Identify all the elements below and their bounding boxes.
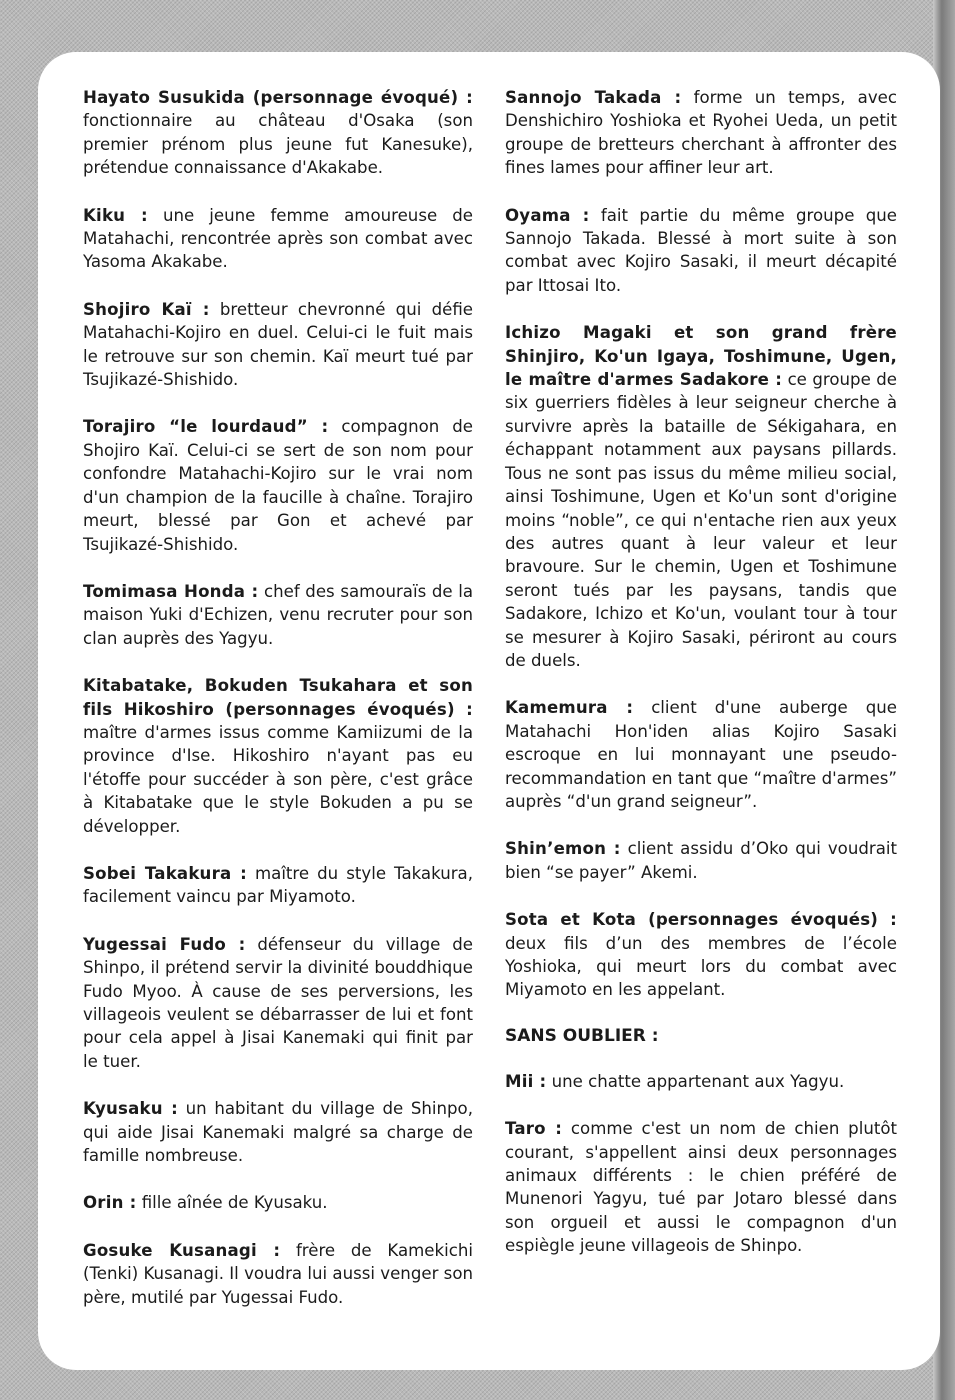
entry-text: maître du style Takakura, facilement vaincu par Miyamoto. — [83, 863, 473, 907]
left-column — [83, 86, 473, 1333]
entry-orin — [83, 1191, 473, 1214]
entry-ichizo-magaki — [505, 321, 897, 672]
entry-name: Sobei Takakura : — [83, 863, 247, 883]
entry-name: Kyusaku : — [83, 1099, 178, 1119]
entry-text: compagnon de Shojiro Kaï. Celui-ci se sert de son nom pour confondre Matahachi-Kojiro sur le vrai nom d'un champion de la faucille à chaîne. Torajiro meurt, blessé par Gon et achevé par Tsujikazé-Shishido. — [83, 417, 473, 554]
entry-name: Torajiro “le lourdaud” : — [83, 417, 329, 437]
entry-shojiro-kai — [83, 298, 473, 392]
entry-text: une chatte appartenant aux Yagyu. — [551, 1071, 845, 1091]
entry-name: Yugessai Fudo : — [83, 934, 246, 954]
entry-name: Sota et Kota (personnages évoqués) : — [505, 910, 897, 930]
entry-name: Gosuke Kusanagi : — [83, 1240, 281, 1260]
entry-text: frère de Kamekichi (Tenki) Kusanagi. Il voudra lui aussi venger son père, mutilé par Yugessai Fudo. — [83, 1240, 473, 1307]
entry-text: forme un temps, avec Denshichiro Yoshioka et Ryohei Ueda, un petit groupe de bretteurs cherchant à affronter des fines lames pour affiner leur art. — [505, 88, 897, 178]
entry-text: ce groupe de six guerriers fidèles à leur seigneur cherche à survivre après la bataille de Sékigahara, en échappant notamment aux paysans pillards. Tous ne sont pas issus du même milieu social, ainsi Toshimune, Ugen et Ko'un sont d'origine moins “noble”, ce qui n'entache rien aux yeux des autres quant à leur valeur et leur bravoure. Sur le chemin, Ugen et Toshimune seront tués par les paysans, tandis que Sadakore, Ichizo et Ko'un, voulant tour à tour se mesurer à Kojiro Sasaki, périront au cours de duels. — [505, 370, 897, 670]
entry-sobei-takakura — [83, 862, 473, 909]
entry-text: défenseur du village de Shinpo, il prétend servir la divinité bouddhique Fudo Myoo. À cause de ses perversions, les villageois veulent se débarrasser de lui et font pour cela appel à Jisai Kanemaki qui finit par le tuer. — [83, 934, 473, 1071]
entry-sannojo-takada — [505, 86, 897, 180]
entry-text: une jeune femme amoureuse de Matahachi, rencontrée après son combat avec Yasoma Akakabe. — [83, 205, 474, 272]
entry-name: Kitabatake, Bokuden Tsukahara et son fils Hikoshiro (personnages évoqués) : — [83, 676, 473, 719]
right-column — [505, 86, 897, 1282]
entry-name: Mii : — [505, 1071, 547, 1091]
entry-taro — [505, 1117, 897, 1257]
entry-text: fille aînée de Kyusaku. — [141, 1193, 328, 1213]
entry-name: Kiku : — [83, 205, 148, 225]
entry-torajiro — [83, 415, 473, 555]
entry-mii — [505, 1070, 897, 1093]
entry-shinemon — [505, 837, 897, 884]
entry-text: client assidu d’Oko qui voudrait bien “se payer” Akemi. — [505, 839, 897, 882]
entry-text: un habitant du village de Shinpo, qui aide Jisai Kanemaki malgré sa charge de famille nombreuse. — [83, 1099, 473, 1166]
entry-text: chef des samouraïs de la maison Yuki d'Echizen, venu recruter pour son clan auprès des Yagyu. — [83, 581, 474, 648]
entry-text: bretteur chevronné qui défie Matahachi-Kojiro en duel. Celui-ci le fuit mais le retrouve sur son chemin. Kaï meurt tué par Tsujikazé-Shishido. — [83, 299, 473, 390]
entry-kyusaku — [83, 1097, 473, 1167]
entry-hayato-susukida — [83, 86, 473, 180]
entry-name: Taro : — [505, 1119, 563, 1139]
entry-text: maître d'armes issus comme Kamiizumi de la province d'Ise. Hikoshiro n'ayant pas eu l'étoffe pour succéder à son père, c'est grâce à Kitabatake que le style Bokuden a pu se développer. — [83, 722, 473, 836]
section-heading: SANS OUBLIER : — [505, 1025, 659, 1046]
entry-text: comme c'est un nom de chien plutôt courant, s'appellent ainsi deux personnages animaux différents : le chien préféré de Munenori Yagyu, tué par Jotaro blessé dans son orgueil et aussi le compagnon d'un espiègle jeune villageois de Shinpo. — [505, 1119, 898, 1256]
glossary-page — [38, 52, 940, 1370]
entry-name: Tomimasa Honda : — [83, 581, 259, 601]
entry-text: deux fils d’un des membres de l’école Yoshioka, qui meurt lors du combat avec Miyamoto en les appelant. — [505, 933, 897, 1000]
entry-name: Ichizo Magaki et son grand frère Shinjiro, Ko'un Igaya, Toshimune, Ugen, le maître d'armes Sadakore : — [505, 323, 897, 390]
entry-name: Sannojo Takada : — [505, 88, 682, 107]
entry-name: Shojiro Kaï : — [83, 299, 210, 319]
entry-kamemura — [505, 696, 897, 813]
entry-name: Shin’emon : — [505, 839, 621, 859]
entry-gosuke-kusanagi — [83, 1239, 473, 1309]
entry-yugessai-fudo — [83, 933, 473, 1073]
entry-kitabatake-bokuden — [83, 674, 473, 838]
entry-text: fonctionnaire au château d'Osaka (son premier prénom plus jeune fut Kanesuke), prétendue connaissance d'Akakabe. — [83, 111, 473, 178]
entry-tomimasa-honda — [83, 580, 473, 650]
entry-text: client d'une auberge que Matahachi Hon'iden alias Kojiro Sasaki escroque en lui monnayant une pseudo-recommandation en tant que “maître d'armes” auprès “d'un grand seigneur”. — [505, 698, 897, 811]
entry-name: Hayato Susukida (personnage évoqué) : — [83, 88, 473, 107]
entry-name: Kamemura : — [505, 698, 634, 718]
entry-sota-kota — [505, 908, 897, 1002]
entry-text: fait partie du même groupe que Sannojo Takada. Blessé à mort suite à son combat avec Kojiro Sasaki, il meurt décapité par Ittosai Ito. — [505, 205, 898, 295]
entry-kiku — [83, 204, 473, 274]
entry-name: Orin : — [83, 1193, 137, 1213]
entry-oyama — [505, 204, 897, 298]
entry-name: Oyama : — [505, 205, 590, 225]
